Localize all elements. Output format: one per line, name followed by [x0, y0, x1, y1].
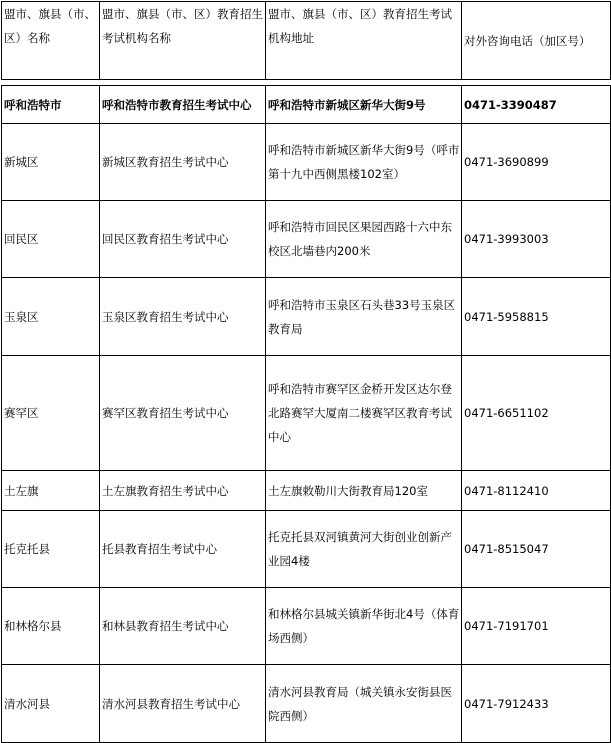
- cell-office: 玉泉区教育招生考试中心: [100, 278, 266, 356]
- cell-address: 清水河县教育局（城关镇永安街县医院西侧）: [266, 665, 462, 743]
- header-office: 盟市、旗县（市、区）教育招生考试机构名称: [100, 2, 266, 80]
- cell-address: 呼和浩特市新城区新华大街9号（呼市第十九中西侧黑楼102室）: [266, 124, 462, 201]
- cell-region: 土左旗: [2, 471, 100, 511]
- cell-region: 托克托县: [2, 511, 100, 588]
- cell-phone: 0471-7191701: [462, 588, 611, 665]
- table-row: [2, 511, 611, 588]
- cell-region: 呼和浩特市: [2, 86, 100, 124]
- exam-office-table: [1, 1, 611, 743]
- cell-office: 赛罕区教育招生考试中心: [100, 356, 266, 471]
- cell-phone: 0471-8515047: [462, 511, 611, 588]
- cell-address: 和林格尔县城关镇新华街北4号（体育场西侧）: [266, 588, 462, 665]
- header-region: 盟市、旗县（市、区）名称: [2, 2, 100, 80]
- cell-phone: 0471-7912433: [462, 665, 611, 743]
- cell-office: 回民区教育招生考试中心: [100, 201, 266, 278]
- table-row: [2, 201, 611, 278]
- table-row: [2, 665, 611, 743]
- header-address: 盟市、旗县（市、区）教育招生考试机构地址: [266, 2, 462, 80]
- cell-address: 呼和浩特市玉泉区石头巷33号玉泉区教育局: [266, 278, 462, 356]
- cell-phone: 0471-5958815: [462, 278, 611, 356]
- cell-phone: 0471-6651102: [462, 356, 611, 471]
- cell-region: 玉泉区: [2, 278, 100, 356]
- header-phone: 对外咨询电话（加区号）: [462, 2, 611, 80]
- cell-region: 回民区: [2, 201, 100, 278]
- cell-address: 土左旗敕勒川大街教育局120室: [266, 471, 462, 511]
- cell-office: 呼和浩特市教育招生考试中心: [100, 86, 266, 124]
- cell-office: 清水河县教育招生考试中心: [100, 665, 266, 743]
- table-row: [2, 356, 611, 471]
- cell-office: 托县教育招生考试中心: [100, 511, 266, 588]
- cell-region: 赛罕区: [2, 356, 100, 471]
- cell-office: 新城区教育招生考试中心: [100, 124, 266, 201]
- table-row: [2, 471, 611, 511]
- table-row: [2, 124, 611, 201]
- cell-address: 托克托县双河镇黄河大街创业创新产业园4楼: [266, 511, 462, 588]
- cell-region: 新城区: [2, 124, 100, 201]
- cell-phone: 0471-3690899: [462, 124, 611, 201]
- table-row: [2, 278, 611, 356]
- cell-region: 清水河县: [2, 665, 100, 743]
- cell-phone: 0471-8112410: [462, 471, 611, 511]
- cell-address: 呼和浩特市回民区果园西路十六中东校区北墙巷内200米: [266, 201, 462, 278]
- table-header-row: [2, 2, 611, 80]
- cell-office: 和林县教育招生考试中心: [100, 588, 266, 665]
- table-row: [2, 588, 611, 665]
- cell-phone: 0471-3993003: [462, 201, 611, 278]
- cell-address: 呼和浩特市赛罕区金桥开发区达尔登北路赛罕大厦南二楼赛罕区教育考试中心: [266, 356, 462, 471]
- cell-region: 和林格尔县: [2, 588, 100, 665]
- cell-address: 呼和浩特市新城区新华大街9号: [266, 86, 462, 124]
- table-row: [2, 86, 611, 124]
- cell-office: 土左旗教育招生考试中心: [100, 471, 266, 511]
- cell-phone: 0471-3390487: [462, 86, 611, 124]
